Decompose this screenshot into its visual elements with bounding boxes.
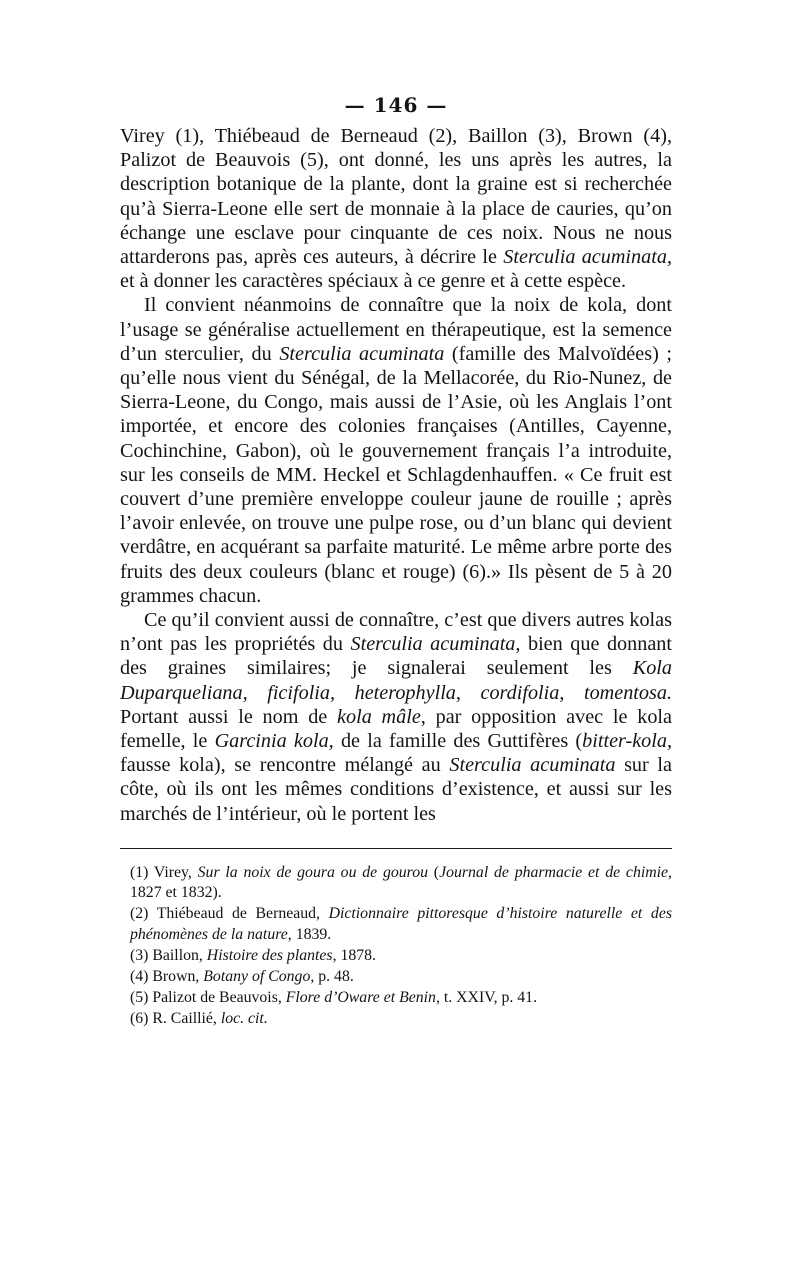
- text-run: , par opposition avec le kola femelle, le: [120, 705, 672, 753]
- footnotes: [120, 863, 672, 1030]
- italic-text: Flore d’Oware et Benin: [285, 989, 436, 1007]
- italic-text: loc. cit.: [220, 1010, 268, 1028]
- italic-text: Garcinia kola,: [214, 730, 334, 753]
- page-number: — 146 —: [344, 93, 448, 117]
- paragraph: [120, 608, 672, 826]
- italic-text: kola mâle: [337, 705, 421, 728]
- text-run: (6) R. Caillié,: [130, 1010, 221, 1028]
- text-run: , bien que donnant des graines similaires; je signalerai seulement les: [120, 633, 672, 680]
- footnote: [130, 988, 672, 1008]
- text-run: (2) Thiébeaud de Berneaud,: [130, 905, 329, 923]
- text-run: Virey (1), Thiébeaud de Berneaud (2), Baillon (3), Brown (4), Palizot de Beauvois (5), ont donné, les uns après les autres, la description botanique de la plante, dont la graine est si recherchée qu’à Sierra-Leone elle sert de monnaie à la place de cauries, qu’on échange une esclave pour cinquante de ces noix. Nous ne nous attarderons pas, après ces auteurs, à décrire le: [120, 125, 672, 269]
- text-run: Il convient néanmoins de connaître que la noix de kola, dont l’usage se généralise actuellement en thérapeutique, est la semence d’un sterculier, du: [120, 294, 672, 365]
- paragraph: [120, 293, 672, 608]
- text-run: (1) Virey,: [130, 863, 198, 881]
- text-run: , et à donner les caractères spéciaux à ce genre et à cette espèce.: [120, 246, 672, 293]
- paragraph: [120, 124, 672, 293]
- text-run: , t. XXIV, p. 41.: [435, 989, 538, 1007]
- footnote: [130, 904, 672, 944]
- text-run: Portant aussi le nom de: [120, 705, 338, 728]
- text-run: (4) Brown,: [130, 967, 204, 985]
- footnote: [130, 967, 672, 987]
- italic-text: Botany of Congo: [203, 967, 311, 985]
- main-text: [120, 124, 672, 826]
- text-run: (: [428, 863, 440, 881]
- footnote: [130, 863, 672, 903]
- italic-text: Sur la noix de goura ou de gourou: [197, 863, 429, 881]
- footnote: [130, 946, 672, 966]
- footnote-divider: [120, 848, 672, 849]
- text-run: (famille des Malvoïdées) ; qu’elle nous vient du Sénégal, de la Mellacorée, du Rio-Nunez, de Sierra-Leone, du Congo, mais aussi de l’Asie, où les Anglais l’ont importée, et encore des colonies françaises (Antilles, Cayenne, Cochinchine, Gabon), où le gouvernement français l’a introduite, sur les conseils de MM. Heckel et Schlagdenhauffen. « Ce fruit est couvert d’une première enveloppe couleur jaune de rouille ; après l’avoir enlevée, on trouve une pulpe rose, ou d’un blanc qui devient verdâtre, en acquérant sa parfaite maturité. Le même arbre porte des fruits des deux couleurs (blanc et rouge) (6).» Ils pèsent de 5 à 20 grammes chacun.: [120, 342, 672, 607]
- italic-text: Kola Duparqueliana, ficifolia, heterophylla, cordifolia, tomentosa.: [120, 657, 672, 704]
- italic-text: Sterculia acuminata: [279, 342, 445, 365]
- text-run: , 1827 et 1832).: [130, 863, 672, 902]
- book-page: [120, 92, 672, 1031]
- text-run: , 1839.: [287, 925, 332, 943]
- italic-text: Sterculia acuminata: [503, 246, 667, 269]
- text-run: fausse kola), se rencontre mélangé au: [120, 754, 450, 777]
- italic-text: Sterculia acuminata: [449, 754, 616, 777]
- text-run: Ce qu’il convient aussi de connaître, c’est que divers autres kolas n’ont pas les propriétés du: [120, 609, 672, 656]
- text-run: sur la côte, où ils ont les mêmes conditions d’existence, et aussi sur les marchés de l’intérieur, où le portent les: [120, 754, 672, 825]
- text-run: (5) Palizot de Beauvois,: [130, 989, 286, 1007]
- text-run: , p. 48.: [310, 967, 354, 985]
- italic-text: Dictionnaire pittoresque d’histoire naturelle et des phénomènes de la nature: [130, 905, 672, 943]
- text-run: de la famille des Guttifères (: [333, 730, 583, 753]
- text-run: (3) Baillon,: [130, 946, 207, 964]
- text-run: , 1878.: [332, 946, 377, 964]
- italic-text: bitter-kola,: [582, 730, 673, 753]
- italic-text: Histoire des plantes: [206, 946, 333, 964]
- footnote: [130, 1009, 672, 1029]
- italic-text: Journal de pharmacie et de chimie: [439, 863, 669, 881]
- italic-text: Sterculia acuminata: [350, 633, 516, 656]
